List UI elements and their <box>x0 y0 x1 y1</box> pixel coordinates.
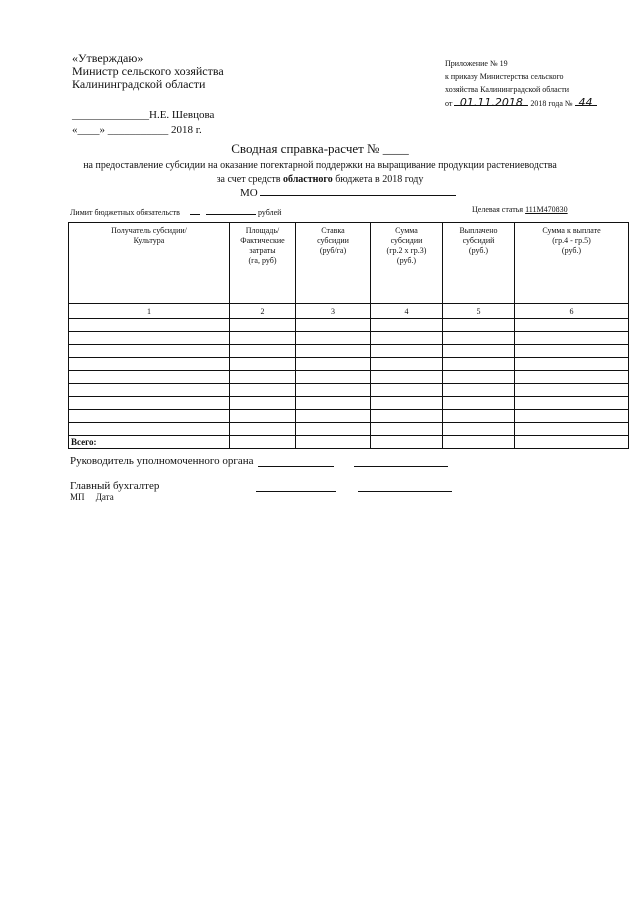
table-cell <box>371 371 443 384</box>
table-cell <box>69 423 230 436</box>
table-row <box>69 423 629 436</box>
header-sum: Сумма субсидии (гр.2 х гр.3) (руб.) <box>371 223 443 304</box>
appendix-line3: хозяйства Калининградской области <box>445 85 570 94</box>
budget-bold: областного <box>282 174 333 185</box>
appendix-block <box>445 57 597 110</box>
signature-blank: ______________ <box>72 109 149 121</box>
table-row <box>69 332 629 345</box>
table-cell <box>371 423 443 436</box>
table-cell <box>69 358 230 371</box>
budget-suffix: бюджета в 2018 году <box>335 174 424 185</box>
limit-unit: рублей <box>257 208 282 217</box>
col-num: 3 <box>296 304 371 319</box>
limit-blank-2 <box>206 205 256 215</box>
col-num: 1 <box>69 304 230 319</box>
table-cell <box>371 410 443 423</box>
table-cell <box>515 358 629 371</box>
table-cell <box>443 410 515 423</box>
table-cell <box>443 319 515 332</box>
header-recipient: Получатель субсидии/ Культура <box>69 223 230 304</box>
approval-line2: Калининградской области <box>72 77 206 91</box>
table-cell <box>515 332 629 345</box>
appendix-date-handwritten: 01.11.2018 <box>454 96 528 106</box>
approval-date: «____» ___________ 2018 г. <box>72 124 202 136</box>
subsidy-table <box>68 222 629 449</box>
table-cell <box>515 384 629 397</box>
table-cell <box>296 371 371 384</box>
table-cell <box>296 319 371 332</box>
header-rate: Ставка субсидии (руб/га) <box>296 223 371 304</box>
appendix-year-text: 2018 года № <box>530 99 573 108</box>
accountant-signature-line <box>256 491 336 492</box>
table-cell <box>230 410 296 423</box>
limit-blank-1 <box>190 205 200 215</box>
col-num: 2 <box>230 304 296 319</box>
table-cell <box>515 397 629 410</box>
table-cell <box>515 345 629 358</box>
table-cell <box>296 410 371 423</box>
table-row <box>69 358 629 371</box>
approval-quote: «Утверждаю» <box>72 51 144 65</box>
column-numbers-row <box>69 304 629 319</box>
mo-line <box>240 186 456 199</box>
accountant-signature-label: Главный бухгалтер <box>70 480 160 492</box>
table-cell <box>230 384 296 397</box>
budget-prefix: за счет средств <box>216 174 281 185</box>
table-cell <box>443 436 515 449</box>
appendix-line1: Приложение № 19 <box>445 59 508 68</box>
table-cell <box>230 397 296 410</box>
approval-line1: Министр сельского хозяйства <box>72 64 224 78</box>
header-paid: Выплачено субсидий (руб.) <box>443 223 515 304</box>
col-num: 6 <box>515 304 629 319</box>
table-cell <box>371 345 443 358</box>
mo-label: МО <box>240 187 258 199</box>
table-cell <box>69 371 230 384</box>
table-cell <box>515 410 629 423</box>
table-cell <box>443 332 515 345</box>
table-cell <box>230 371 296 384</box>
table-cell <box>515 436 629 449</box>
table-cell <box>230 436 296 449</box>
table-cell <box>296 384 371 397</box>
document-title: Сводная справка-расчет № ____ <box>231 141 409 156</box>
table-cell <box>296 332 371 345</box>
table-row <box>69 345 629 358</box>
approval-block <box>72 52 224 91</box>
table-cell <box>296 436 371 449</box>
appendix-line2: к приказу Министерства сельского <box>445 72 564 81</box>
head-signature-line <box>258 466 334 467</box>
table-cell <box>69 384 230 397</box>
table-cell <box>296 397 371 410</box>
table-cell <box>296 358 371 371</box>
table-cell <box>230 423 296 436</box>
table-cell <box>371 358 443 371</box>
table-row <box>69 319 629 332</box>
table-cell <box>371 397 443 410</box>
mo-blank <box>260 186 456 196</box>
table-cell <box>296 423 371 436</box>
limit-label: Лимит бюджетных обязательств <box>70 208 180 217</box>
target-label: Целевая статья <box>472 205 524 214</box>
table-cell <box>69 410 230 423</box>
table-cell <box>296 345 371 358</box>
table-row <box>69 397 629 410</box>
table-cell <box>371 384 443 397</box>
head-signature-label: Руководитель уполномоченного органа <box>70 455 254 467</box>
table-row <box>69 371 629 384</box>
approval-signature <box>72 109 214 121</box>
stamp-date-label: МП Дата <box>70 492 114 502</box>
table-cell <box>371 332 443 345</box>
table-row <box>69 410 629 423</box>
target-code: 111М470830 <box>525 205 568 214</box>
table-cell <box>443 371 515 384</box>
total-label: Всего: <box>69 436 230 449</box>
col-num: 4 <box>371 304 443 319</box>
table-cell <box>443 397 515 410</box>
table-cell <box>230 319 296 332</box>
col-num: 5 <box>443 304 515 319</box>
table-cell <box>515 319 629 332</box>
document-budget-line <box>0 174 640 185</box>
table-cell <box>443 384 515 397</box>
signatory-name: Н.Е. Шевцова <box>149 109 215 121</box>
total-row <box>69 436 629 449</box>
table-cell <box>230 332 296 345</box>
table-row <box>69 384 629 397</box>
document-subtitle: на предоставление субсидии на оказание погектарной поддержки на выращивание продукции растениеводства <box>83 160 557 171</box>
head-name-line <box>354 466 448 467</box>
appendix-date-prefix: от <box>445 99 453 108</box>
table-cell <box>371 436 443 449</box>
table-cell <box>230 345 296 358</box>
table-cell <box>69 397 230 410</box>
header-area: Площадь/ Фактические затраты (га, руб) <box>230 223 296 304</box>
limit-line <box>70 205 281 217</box>
accountant-name-line <box>358 491 452 492</box>
table-cell <box>69 319 230 332</box>
table-cell <box>443 358 515 371</box>
header-to-pay: Сумма к выплате (гр.4 - гр.5) (руб.) <box>515 223 629 304</box>
appendix-date-line <box>445 96 597 110</box>
appendix-number-handwritten: 44 <box>575 96 597 106</box>
table-cell <box>230 358 296 371</box>
table-cell <box>443 423 515 436</box>
table-cell <box>371 319 443 332</box>
table-cell <box>69 332 230 345</box>
table-cell <box>443 345 515 358</box>
table-cell <box>515 423 629 436</box>
table-cell <box>515 371 629 384</box>
table-cell <box>69 345 230 358</box>
table-header-row <box>69 223 629 304</box>
target-line <box>472 205 568 214</box>
